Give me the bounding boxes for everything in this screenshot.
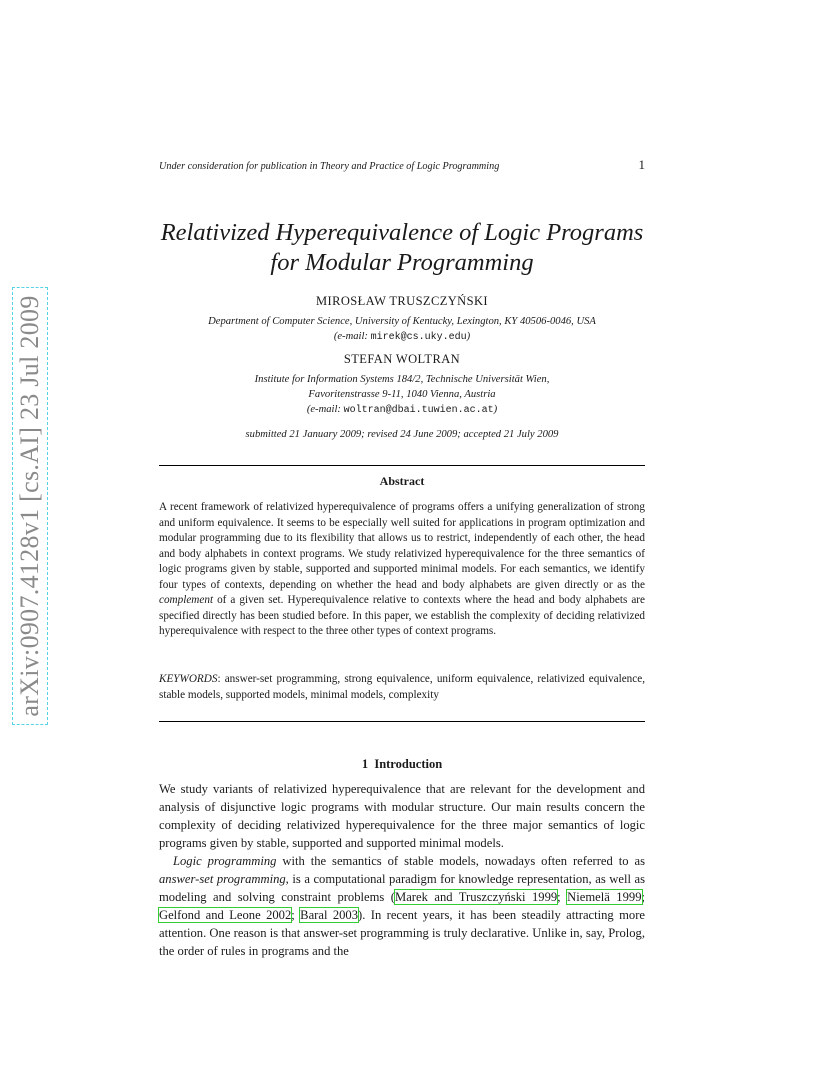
citation-link[interactable]: Gelfond and Leone 2002	[159, 908, 292, 922]
affiliation-line: Institute for Information Systems 184/2, Technische Universität Wien,	[254, 374, 550, 385]
citation-link[interactable]: Marek and Truszczyński 1999	[395, 890, 558, 904]
keywords-list: : answer-set programming, strong equivalence, uniform equivalence, relativized equivalence, stable models, supported models, minimal models, complexity	[159, 673, 645, 701]
title-line-1: Relativized Hyperequivalence of Logic Programs	[160, 219, 644, 246]
emphasis: complement	[159, 594, 214, 606]
author-name-2: STEFAN WOLTRAN	[343, 352, 461, 366]
citation-link[interactable]: Niemelä 1999	[567, 890, 642, 904]
bottom-rule	[159, 721, 645, 722]
running-title: Under consideration for publication in Theory and Practice of Logic Programming	[159, 161, 500, 172]
section-title: Introduction	[374, 757, 443, 771]
arxiv-stamp[interactable]	[8, 283, 52, 729]
author-name-1: MIROSŁAW TRUSZCZYŃSKI	[316, 294, 488, 308]
citation-link[interactable]: Baral 2003	[300, 908, 359, 922]
top-rule	[159, 465, 645, 466]
email-address[interactable]: woltran@dbai.tuwien.ac.at	[343, 405, 494, 416]
page-number: 1	[638, 157, 645, 172]
running-header	[159, 157, 645, 173]
paragraph: We study variants of relativized hyperequivalence that are relevant for the development and analysis of disjunctive logic programs with modular structure. Our main results concern the complexity of deciding relativized hyperequivalence for the three major semantics of logic programs given by stable, supported and supported minimal models.	[159, 782, 645, 850]
author-affiliation-2	[130, 372, 674, 418]
author-affiliation-1	[130, 314, 674, 345]
email-address[interactable]: mirek@cs.uky.edu	[370, 332, 467, 343]
abstract-text: A recent framework of relativized hyperequivalence of programs offers a unifying generalization of strong and uniform equivalence. It seems to be especially well suited for applications in program optimization and modular programming due to its flexibility that allows us to restrict, independently of each other, the head and body alphabets in context programs. We study relativized hyperequivalence for the three semantics of logic programs given by stable, supported and supported minimal models. For each semantics, we identify four types of contexts, depending on whether the head and body alphabets are given directly or as the complement of a given set. Hyperequivalence relative to contexts where the head and body alphabets are specified directly has been studied before. In this paper, we establish the complexity of deciding relativized hyperequivalence with respect to the three other types of context programs.	[159, 501, 645, 637]
affiliation-line: Department of Computer Science, University of Kentucky, Lexington, KY 40506-0046, USA	[208, 316, 596, 327]
email-line: (e-mail: mirek@cs.uky.edu)	[333, 331, 471, 343]
submission-dates: submitted 21 January 2009; revised 24 June 2009; accepted 21 July 2009	[245, 429, 559, 440]
email-line: (e-mail: woltran@dbai.tuwien.ac.at)	[306, 404, 498, 416]
email-label: e-mail:	[337, 331, 368, 342]
keywords	[159, 672, 645, 703]
paragraph: Logic programming with the semantics of stable models, nowadays often referred to as answer-set programming, is a computational paradigm for knowledge representation, as well as modeling and solving constraint problems (Marek and Truszczyński 1999; Niemelä 1999; Gelfond and Leone 2002; Baral 2003). In recent years, it has been steadily attracting more attention. One reason is that answer-set programming is truly declarative. Unlike in, say, Prolog, the order of rules in programs and the	[159, 854, 645, 958]
section-number: 1	[361, 757, 369, 771]
introduction-body	[159, 780, 645, 960]
title-line-2: for Modular Programming	[270, 249, 534, 276]
abstract-heading: Abstract	[379, 474, 425, 488]
keywords-label: KEYWORDS	[159, 673, 218, 685]
email-label: e-mail:	[310, 404, 341, 415]
paper-title	[120, 218, 684, 278]
affiliation-line: Favoritenstrasse 9-11, 1040 Vienna, Austria	[308, 389, 496, 400]
arxiv-identifier[interactable]: arXiv:0907.4128v1 [cs.AI] 23 Jul 2009	[15, 295, 44, 717]
section-heading	[159, 757, 645, 772]
